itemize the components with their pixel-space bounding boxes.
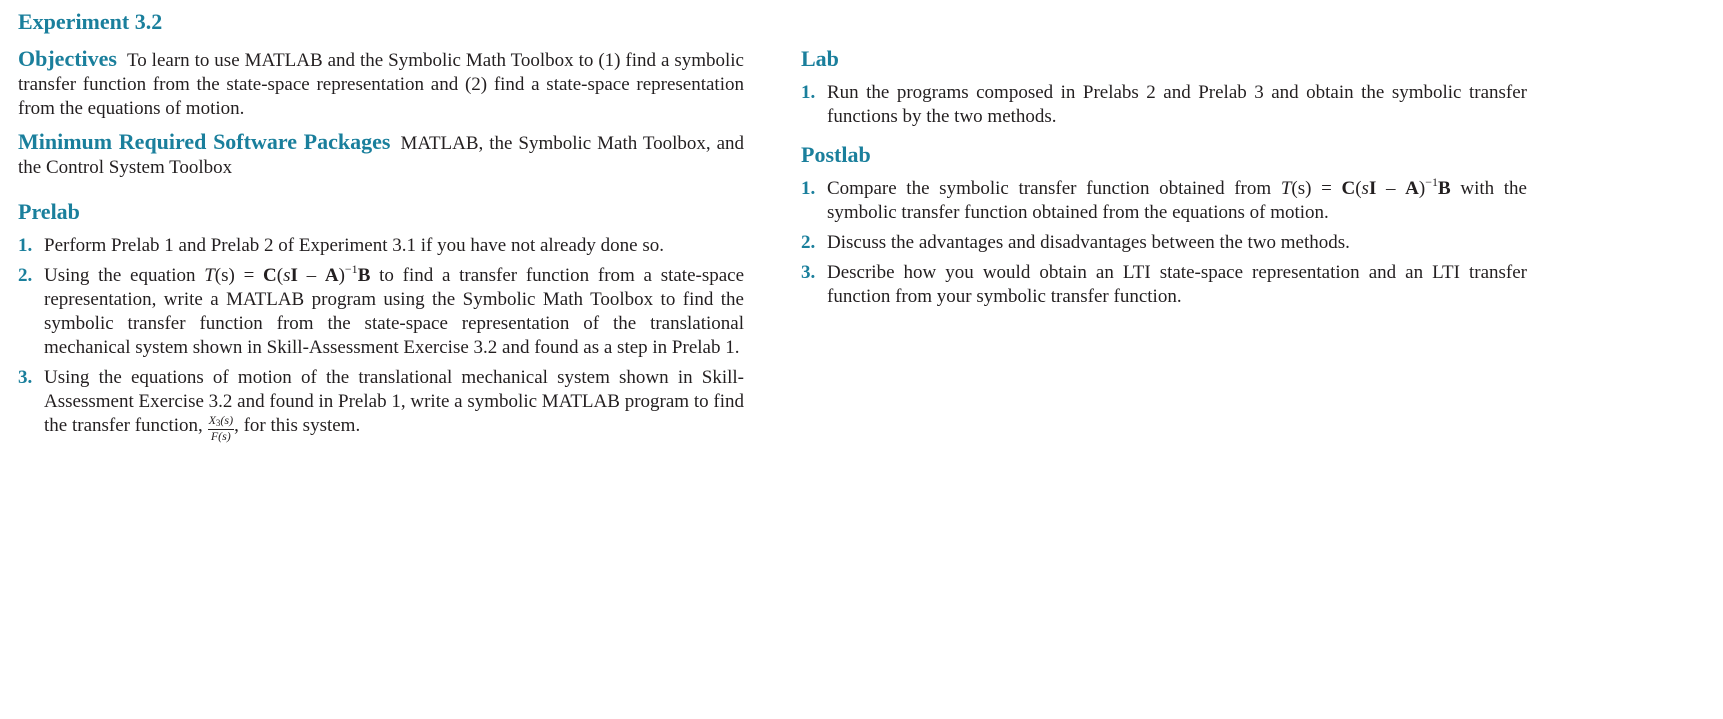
prelab-list — [18, 234, 744, 442]
lab-heading: Lab — [801, 46, 839, 71]
prelab-item-1-number: 1. — [18, 235, 33, 256]
transfer-fraction: $\frac{X_3(s)}{F(s)}$ — [208, 413, 234, 443]
postlab-heading: Postlab — [801, 142, 871, 167]
postlab-list — [801, 177, 1527, 309]
prelab-item-2 — [18, 264, 744, 360]
software-paragraph — [18, 130, 744, 180]
prelab-item-2-text-pre: Using the equation — [44, 265, 196, 286]
right-column — [801, 0, 1527, 315]
prelab-item-1-text: Perform Prelab 1 and Prelab 2 of Experiment 3.1 if you have not already done so. — [44, 235, 664, 256]
software-heading: Minimum Required Software Packages — [18, 129, 391, 154]
postlab-item-2-text: Discuss the advantages and disadvantages between the two methods. — [827, 232, 1350, 253]
prelab-heading: Prelab — [18, 199, 80, 224]
left-column — [18, 0, 744, 448]
postlab-item-3 — [801, 261, 1527, 309]
lab-item-1-number: 1. — [801, 82, 816, 103]
postlab-item-3-text: Describe how you would obtain an LTI state-space representation and an LTI transfer function from your symbolic transfer function. — [827, 262, 1527, 307]
prelab-item-2-text-post: to find a transfer function from a state-space representation, write a MATLAB program using the Symbolic Math Toolbox to find the symbolic transfer function from the state-space representation of the translational mechanical system shown in Skill-Assessment Exercise 3.2 and found as a step in Prelab 1. — [44, 265, 745, 358]
postlab-item-3-number: 3. — [801, 262, 816, 283]
prelab-item-3-text-post: , for this system. — [234, 415, 361, 436]
postlab-item-1 — [801, 177, 1527, 225]
software-text: MATLAB, the Symbolic Math Toolbox, and the Control System Toolbox — [18, 133, 745, 178]
postlab-item-1-text-post: with the symbolic transfer function obtained from the equations of motion. — [827, 178, 1527, 223]
postlab-item-2-number: 2. — [801, 232, 816, 253]
lab-list — [801, 81, 1527, 129]
transfer-equation: T(s) = C(sI – A)$^{-1}$B — [204, 262, 371, 286]
postlab-item-1-text-pre: Compare the symbolic transfer function obtained from — [827, 178, 1272, 199]
objectives-heading: Objectives — [18, 46, 117, 71]
lab-item-1-text: Run the programs composed in Prelabs 2 and Prelab 3 and obtain the symbolic transfer functions by the two methods. — [827, 82, 1527, 127]
prelab-item-3 — [18, 366, 744, 442]
experiment-title: Experiment 3.2 — [18, 9, 163, 34]
objectives-text: To learn to use MATLAB and the Symbolic Math Toolbox to (1) find a symbolic transfer function from the state-space representation and (2) find a state-space representation from the equations of motion. — [18, 50, 744, 119]
prelab-item-2-number: 2. — [18, 265, 33, 286]
prelab-item-3-number: 3. — [18, 367, 33, 388]
prelab-item-1 — [18, 234, 744, 258]
objectives-paragraph — [18, 47, 744, 121]
postlab-transfer-equation: T(s) = C(sI – A)$^{-1}$B — [1280, 175, 1451, 199]
prelab-item-3-text-pre: Using the equations of motion of the translational mechanical system shown in Skill-Assessment Exercise 3.2 and found in Prelab 1, write a symbolic MATLAB program to find the transfer function, — [44, 367, 744, 436]
postlab-item-2 — [801, 231, 1527, 255]
lab-item-1 — [801, 81, 1527, 129]
postlab-item-1-number: 1. — [801, 178, 816, 199]
